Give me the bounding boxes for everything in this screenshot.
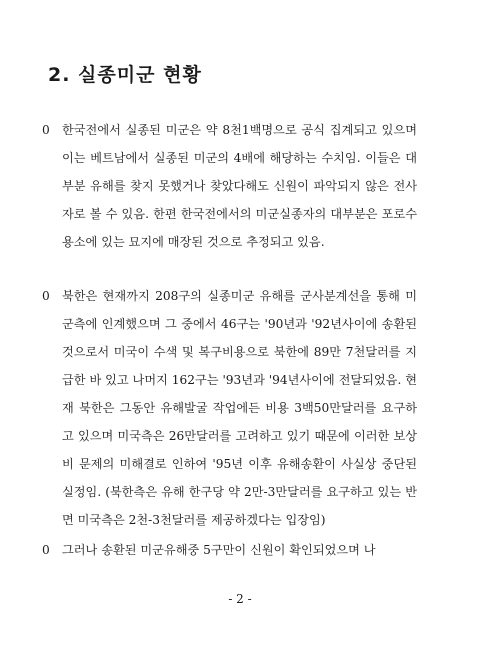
bullet-marker: 0 — [42, 123, 50, 137]
bullet-marker: 0 — [42, 543, 50, 557]
paragraph-2 — [42, 282, 417, 534]
paragraph-text: 그러나 송환된 미군유해중 5구만이 신원이 확인되었으며 나 — [62, 543, 376, 557]
paragraph-3 — [42, 536, 417, 564]
bullet-marker: 0 — [42, 289, 50, 303]
page-number: - 2 - — [228, 592, 252, 606]
section-title: 2. 실종미군 현황 — [48, 64, 202, 86]
paragraph-text: 한국전에서 실종된 미군은 약 8천1백명으로 공식 집계되고 있으며 이는 베트남에서 실종된 미군의 4배에 해당하는 수치임. 이들은 대부분 유해를 찾지 못했거나 찾았다해도 신원이 파악되지 않은 전사자로 볼 수 있음. 한편 한국전에서의 미군실종자의 대부분은 포로수용소에 있는 묘지에 매장된 것으로 추정되고 있음. — [62, 123, 417, 249]
paragraph-1 — [42, 116, 417, 256]
paragraph-text: 북한은 현재까지 208구의 실종미군 유해를 군사분계선을 통해 미군측에 인계했으며 그 중에서 46구는 '90년과 '92년사이에 송환된 것으로서 미국이 수색 및 복구비용으로 북한에 89만 7천달러를 지급한 바 있고 나머지 162구는 '93년과 '94년사이에 전달되었음. 현재 북한은 그동안 유해발굴 작업에든 비용 3백50만달러를 요구하고 있으며 미국측은 26만달러를 고려하고 있기 때문에 이러한 보상비 문제의 미해결로 인하여 '95년 이후 유해송환이 사실상 중단된 실정임. (북한측은 유해 한구당 약 2만-3만달러를 요구하고 있는 반면 미국측은 2천-3천달러를 제공하겠다는 입장임) — [62, 289, 417, 527]
